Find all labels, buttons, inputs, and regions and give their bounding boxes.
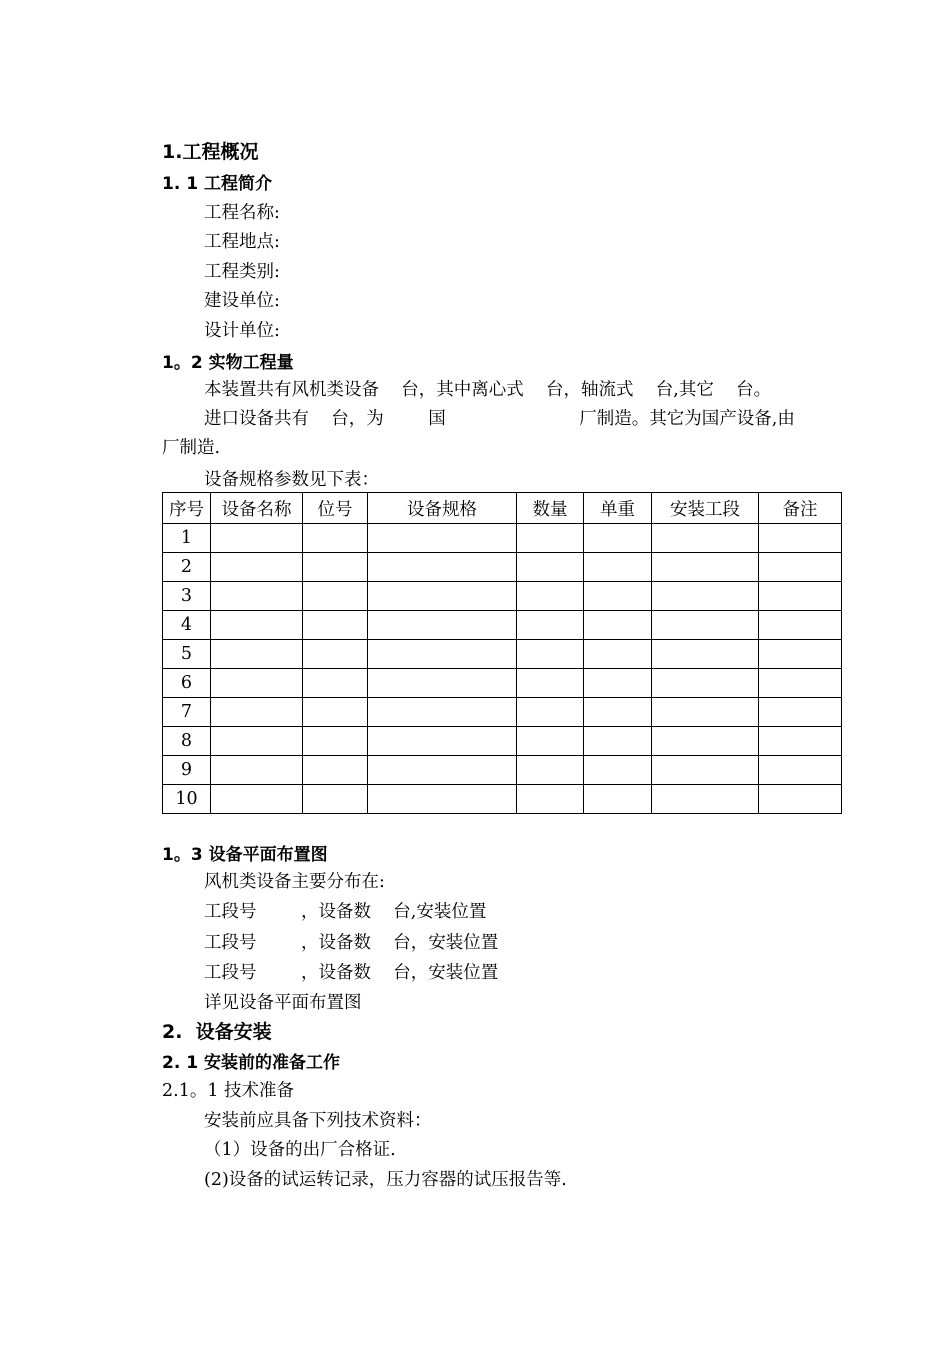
cell-unit-weight — [584, 669, 652, 698]
distribution-intro-line: 风机类设备主要分布在: — [204, 872, 385, 892]
section-1-heading: 1.工程概况 — [162, 141, 259, 163]
cell-equipment-name — [211, 669, 303, 698]
cell-specification — [368, 669, 517, 698]
table-row — [163, 756, 842, 785]
cell-tag — [303, 524, 368, 553]
cell-equipment-name — [211, 582, 303, 611]
cell-install-section — [652, 756, 759, 785]
cell-remarks — [759, 756, 842, 785]
cell-index: 1 — [163, 524, 211, 553]
manufacturer-paragraph: 厂制造. — [162, 438, 221, 458]
cell-install-section — [652, 698, 759, 727]
layout-reference-line: 详见设备平面布置图 — [204, 993, 362, 1013]
cell-quantity — [517, 553, 584, 582]
cell-tag — [303, 553, 368, 582]
cell-equipment-name — [211, 524, 303, 553]
cell-remarks — [759, 698, 842, 727]
project-category-line: 工程类别: — [204, 262, 280, 282]
cell-unit-weight — [584, 785, 652, 814]
section-1-2-heading: 1。2 实物工程量 — [162, 353, 294, 373]
cell-install-section — [652, 669, 759, 698]
cell-equipment-name — [211, 727, 303, 756]
cell-equipment-name — [211, 611, 303, 640]
tech-doc-item-1: （1）设备的出厂合格证. — [204, 1140, 396, 1160]
cell-equipment-name — [211, 553, 303, 582]
table-row — [163, 785, 842, 814]
cell-quantity — [517, 640, 584, 669]
col-header-equipment-name: 设备名称 — [211, 493, 303, 524]
cell-specification — [368, 611, 517, 640]
cell-tag — [303, 611, 368, 640]
equipment-spec-table — [162, 492, 842, 814]
cell-tag — [303, 785, 368, 814]
cell-quantity — [517, 611, 584, 640]
table-row — [163, 727, 842, 756]
cell-index: 5 — [163, 640, 211, 669]
cell-equipment-name — [211, 785, 303, 814]
cell-equipment-name — [211, 756, 303, 785]
cell-unit-weight — [584, 756, 652, 785]
cell-remarks — [759, 727, 842, 756]
project-name-line: 工程名称: — [204, 203, 280, 223]
col-header-specification: 设备规格 — [368, 493, 517, 524]
cell-unit-weight — [584, 611, 652, 640]
cell-index: 4 — [163, 611, 211, 640]
cell-index: 9 — [163, 756, 211, 785]
cell-remarks — [759, 582, 842, 611]
section-location-line-2: 工段号 ，设备数 台，安装位置 — [204, 933, 499, 953]
cell-equipment-name — [211, 698, 303, 727]
cell-specification — [368, 553, 517, 582]
tech-docs-intro-line: 安装前应具备下列技术资料： — [204, 1111, 432, 1131]
cell-remarks — [759, 669, 842, 698]
cell-tag — [303, 756, 368, 785]
cell-unit-weight — [584, 698, 652, 727]
col-header-remarks: 备注 — [759, 493, 842, 524]
cell-index: 8 — [163, 727, 211, 756]
design-unit-line: 设计单位: — [204, 321, 280, 341]
cell-quantity — [517, 524, 584, 553]
cell-specification — [368, 785, 517, 814]
cell-quantity — [517, 582, 584, 611]
cell-tag — [303, 698, 368, 727]
col-header-quantity: 数量 — [517, 493, 584, 524]
section-1-1-heading: 1. 1 工程简介 — [162, 174, 272, 194]
table-row — [163, 553, 842, 582]
cell-specification — [368, 524, 517, 553]
section-location-line-1: 工段号 ，设备数 台,安装位置 — [204, 902, 487, 922]
cell-install-section — [652, 785, 759, 814]
cell-tag — [303, 640, 368, 669]
cell-remarks — [759, 640, 842, 669]
cell-index: 10 — [163, 785, 211, 814]
cell-unit-weight — [584, 640, 652, 669]
cell-unit-weight — [584, 553, 652, 582]
cell-remarks — [759, 524, 842, 553]
table-row — [163, 524, 842, 553]
col-header-tag: 位号 — [303, 493, 368, 524]
cell-index: 3 — [163, 582, 211, 611]
cell-unit-weight — [584, 524, 652, 553]
cell-install-section — [652, 727, 759, 756]
cell-tag — [303, 582, 368, 611]
cell-specification — [368, 727, 517, 756]
cell-specification — [368, 582, 517, 611]
imported-equipment-paragraph: 进口设备共有 台，为 国 厂制造。其它为国产设备,由 — [204, 409, 795, 429]
cell-unit-weight — [584, 582, 652, 611]
cell-quantity — [517, 727, 584, 756]
col-header-install-section: 安装工段 — [652, 493, 759, 524]
cell-quantity — [517, 756, 584, 785]
section-2-heading: 2. 设备安装 — [162, 1021, 272, 1043]
cell-install-section — [652, 553, 759, 582]
section-2-1-1-heading: 2.1。1 技术准备 — [162, 1081, 295, 1101]
table-row — [163, 698, 842, 727]
cell-specification — [368, 698, 517, 727]
cell-install-section — [652, 524, 759, 553]
col-header-unit-weight: 单重 — [584, 493, 652, 524]
section-2-1-heading: 2. 1 安装前的准备工作 — [162, 1053, 340, 1073]
cell-index: 7 — [163, 698, 211, 727]
cell-quantity — [517, 698, 584, 727]
cell-specification — [368, 640, 517, 669]
table-header-row — [163, 493, 842, 524]
cell-equipment-name — [211, 640, 303, 669]
cell-specification — [368, 756, 517, 785]
col-header-index: 序号 — [163, 493, 211, 524]
table-intro-text: 设备规格参数见下表： — [204, 470, 379, 490]
project-location-line: 工程地点: — [204, 232, 280, 252]
table-row — [163, 669, 842, 698]
cell-remarks — [759, 553, 842, 582]
equipment-count-paragraph: 本装置共有风机类设备 台，其中离心式 台，轴流式 台,其它 台。 — [204, 380, 772, 400]
cell-quantity — [517, 785, 584, 814]
cell-install-section — [652, 640, 759, 669]
section-location-line-3: 工段号 ，设备数 台，安装位置 — [204, 963, 499, 983]
section-1-3-heading: 1。3 设备平面布置图 — [162, 845, 328, 865]
cell-index: 2 — [163, 553, 211, 582]
cell-unit-weight — [584, 727, 652, 756]
cell-index: 6 — [163, 669, 211, 698]
table-row — [163, 611, 842, 640]
table-row — [163, 582, 842, 611]
construction-unit-line: 建设单位: — [204, 291, 280, 311]
cell-tag — [303, 669, 368, 698]
cell-quantity — [517, 669, 584, 698]
cell-remarks — [759, 785, 842, 814]
cell-tag — [303, 727, 368, 756]
table-row — [163, 640, 842, 669]
cell-remarks — [759, 611, 842, 640]
cell-install-section — [652, 611, 759, 640]
tech-doc-item-2: (2)设备的试运转记录，压力容器的试压报告等. — [204, 1170, 567, 1190]
cell-install-section — [652, 582, 759, 611]
